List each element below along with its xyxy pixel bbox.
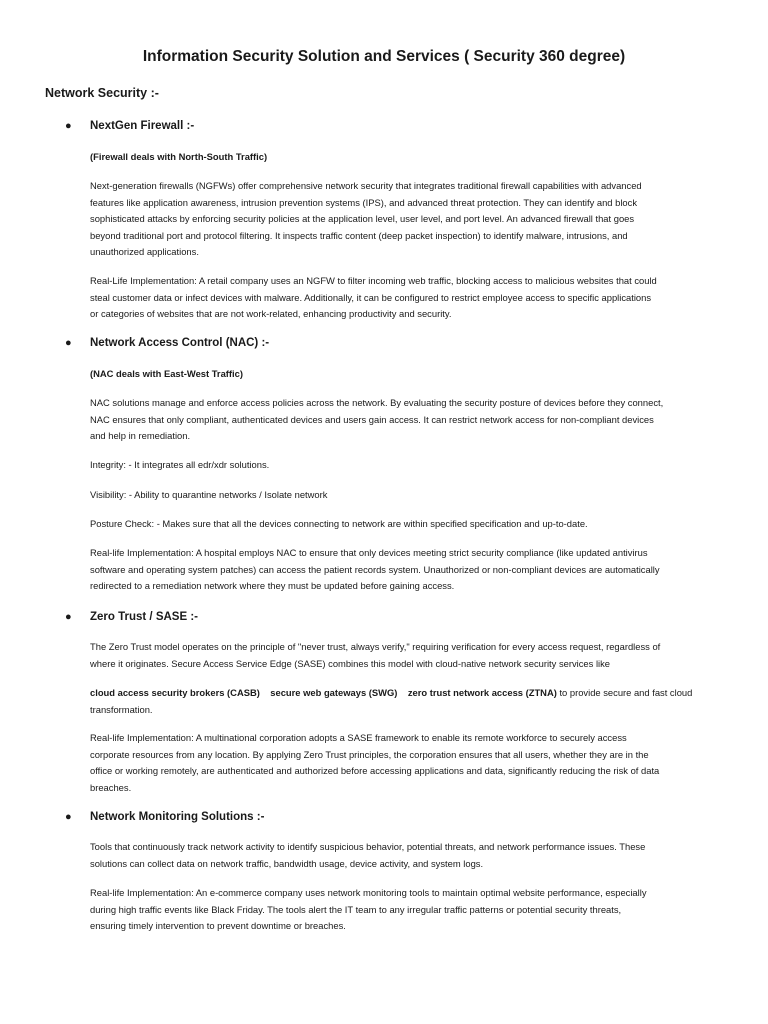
text-line: solutions can collect data on network traffic, bandwidth usage, device activity, and system logs. xyxy=(90,857,484,869)
paragraph-nac-description xyxy=(90,395,730,445)
subheading-nac: (NAC deals with East-West Traffic) xyxy=(90,368,243,379)
paragraph-monitoring-implementation xyxy=(90,885,730,935)
text-line: or categories of websites that are not work-related, enhancing productivity and security. xyxy=(90,308,452,320)
bullet-dot: ● xyxy=(65,337,72,349)
paragraph-zerotrust-implementation xyxy=(90,730,730,796)
text-line: Real-life Implementation: A hospital employs NAC to ensure that only devices meeting strict security compliance (like updated antivirus xyxy=(90,547,648,558)
subheading-ngfw: (Firewall deals with North-South Traffic) xyxy=(90,151,268,162)
text-line: office or working remotely, are authenticated and authorized before accessing applications and data, significantly reducing the risk of data xyxy=(90,765,660,777)
text-line: Next-generation firewalls (NGFWs) offer comprehensive network security that integrates traditional firewall capabilities with advanced xyxy=(90,180,642,191)
text-line: Integrity: - It integrates all edr/xdr solutions. xyxy=(90,459,270,470)
bullet-heading-zerotrust: Zero Trust / SASE :- xyxy=(90,611,198,623)
bullet-heading-monitoring: Network Monitoring Solutions :- xyxy=(90,811,265,823)
paragraph-zerotrust-services xyxy=(90,685,730,718)
text-line: corporate resources from any location. By applying Zero Trust principles, the corporation ensures that all users, whether they are in the xyxy=(90,748,649,760)
bullet-heading-ngfw: NextGen Firewall :- xyxy=(90,120,195,132)
services-tail: to provide secure and fast cloud xyxy=(556,687,693,698)
text-line: Real-life Implementation: An e-commerce company uses network monitoring tools to maintain optimal website performance, especially xyxy=(90,887,647,898)
bullet-dot: ● xyxy=(65,611,72,623)
text-line: steal customer data or infect devices with malware. Additionally, it can be configured to restrict employee access to specific applications xyxy=(90,291,652,303)
text-line: Posture Check: - Makes sure that all the devices connecting to network are within specified specification and up-to-date. xyxy=(90,518,588,529)
text-line xyxy=(90,685,730,702)
document-title: Information Security Solution and Services ( Security 360 degree) xyxy=(142,48,626,65)
bullet-dot: ● xyxy=(65,811,72,823)
text-line: unauthorized applications. xyxy=(90,246,199,258)
paragraph-ngfw-implementation xyxy=(90,273,730,323)
text-line: Real-Life Implementation: A retail company uses an NGFW to filter incoming web traffic, blocking access to malicious websites that could xyxy=(90,275,657,286)
bullet-heading-nac: Network Access Control (NAC) :- xyxy=(90,337,270,349)
text-line: NAC solutions manage and enforce access policies across the network. By evaluating the security posture of devices before they connect, xyxy=(90,397,664,408)
text-line: Tools that continuously track network activity to identify suspicious behavior, potential threats, and network performance issues. These xyxy=(90,841,646,852)
paragraph-monitoring-description xyxy=(90,839,730,872)
text-line: breaches. xyxy=(90,781,132,793)
text-line: sophisticated attacks by enforcing security policies at the application level, user level, and port level. An advanced firewall that goes xyxy=(90,213,635,225)
text-line: redirected to a remediation network where they must be updated before gaining access. xyxy=(90,580,455,592)
term-ztna: zero trust network access (ZTNA) xyxy=(407,687,557,698)
paragraph-nac-implementation xyxy=(90,545,730,595)
paragraph-zerotrust-description xyxy=(90,639,730,672)
text-line: ensuring timely intervention to prevent downtime or breaches. xyxy=(90,920,346,932)
text-line: The Zero Trust model operates on the principle of "never trust, always verify," requiring verification for every access request, regardless of xyxy=(90,641,661,652)
text-line: during high traffic events like Black Friday. The tools alert the IT team to any irregular traffic patterns or potential security threats, xyxy=(90,903,622,915)
text-line: software and operating system patches) can access the patient records system. Unauthorized or non-compliant devices are automatically xyxy=(90,563,660,575)
paragraph-ngfw-description xyxy=(90,178,730,261)
text-line: beyond traditional port and protocol filtering. It inspects traffic content (deep packet inspection) to identify malware, intrusions, and xyxy=(90,229,628,241)
text-line: where it originates. Secure Access Service Edge (SASE) combines this model with cloud-native network security services like xyxy=(90,657,611,669)
bullet-dot: ● xyxy=(65,120,72,132)
text-nac-posture-check xyxy=(90,516,730,533)
text-line: NAC ensures that only compliant, authenticated devices and users gain access. It can restrict network access for non-compliant devices xyxy=(90,413,654,425)
text-line: transformation. xyxy=(90,703,153,715)
term-swg: secure web gateways (SWG) xyxy=(270,687,398,698)
term-casb: cloud access security brokers (CASB) xyxy=(90,687,260,698)
text-line: features like application awareness, intrusion prevention systems (IPS), and advanced threat protection. They can identify and block xyxy=(90,196,638,208)
text-line: Real-life Implementation: A multinational corporation adopts a SASE framework to enable its remote workforce to securely access xyxy=(90,732,627,743)
text-nac-integrity xyxy=(90,457,730,474)
text-nac-visibility xyxy=(90,487,730,504)
text-line: and help in remediation. xyxy=(90,430,191,442)
section-heading-network-security: Network Security :- xyxy=(45,86,159,100)
text-line: Visibility: - Ability to quarantine networks / Isolate network xyxy=(90,489,328,500)
